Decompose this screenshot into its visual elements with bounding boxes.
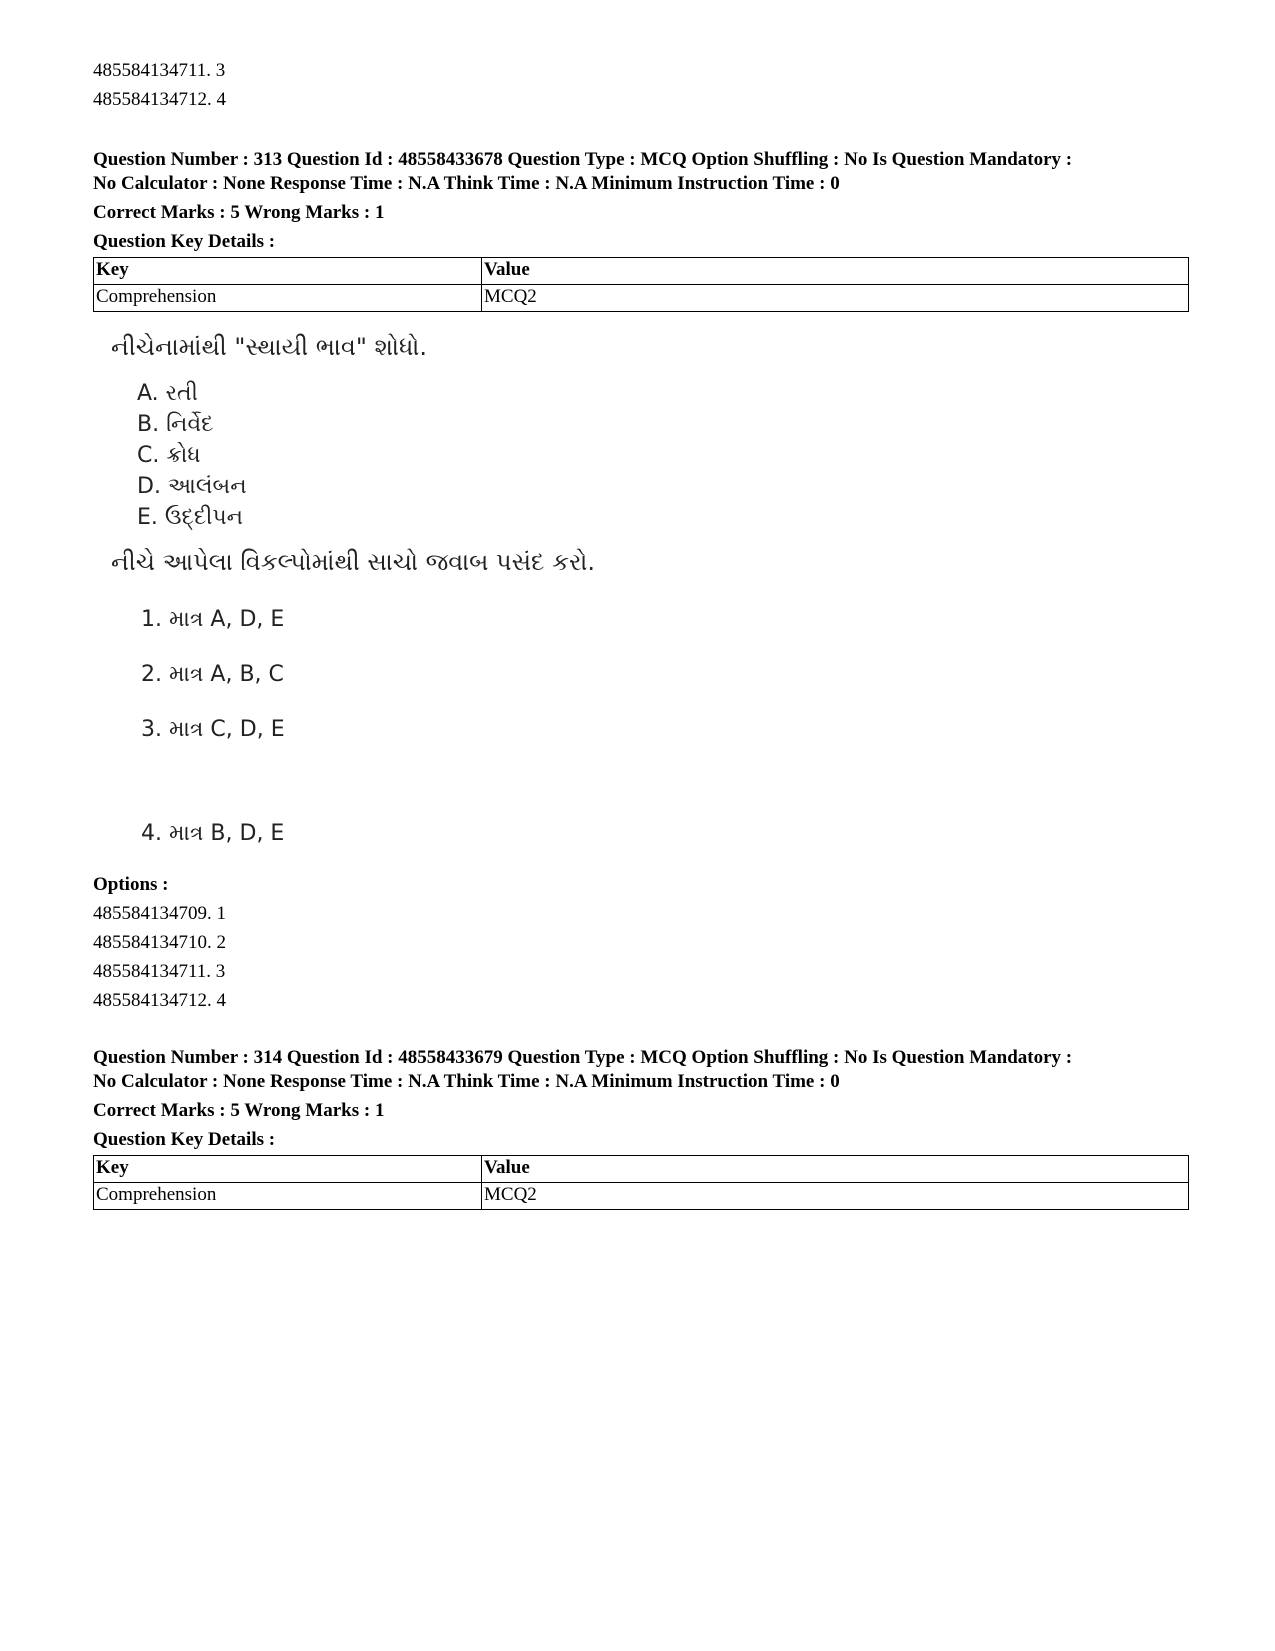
table-header-value: Value	[482, 258, 1189, 285]
option-line: 485584134712. 4	[93, 89, 226, 110]
prev-options	[93, 56, 226, 114]
question-header-line2: No Calculator : None Response Time : N.A Think Time : N.A Minimum Instruction Time : 0	[93, 173, 840, 194]
choice-item: 4. માત્ર B, D, E	[141, 821, 285, 846]
marks-line: Correct Marks : 5 Wrong Marks : 1	[93, 202, 385, 223]
option-line: 485584134711. 3	[93, 961, 226, 982]
table-header-key: Key	[94, 258, 482, 285]
question-instruction: નીચે આપેલા વિકલ્પોમાંથી સાચો જવાબ પસંદ કરો.	[111, 548, 596, 576]
key-details-label: Question Key Details :	[93, 1129, 276, 1150]
statement-item: C. ક્રોધ	[137, 443, 201, 468]
table-row	[94, 1183, 1189, 1210]
choice-item: 2. માત્ર A, B, C	[141, 662, 284, 687]
choice-item: 3. માત્ર C, D, E	[141, 717, 285, 742]
option-line: 485584134712. 4	[93, 990, 226, 1011]
option-line: 485584134709. 1	[93, 903, 226, 924]
table-cell-value: MCQ2	[482, 285, 1189, 312]
table-row	[94, 285, 1189, 312]
choice-item: 1. માત્ર A, D, E	[141, 607, 285, 632]
table-cell-value: MCQ2	[482, 1183, 1189, 1210]
key-details-label: Question Key Details :	[93, 231, 276, 252]
statement-item: D. આલંબન	[137, 474, 247, 499]
table-header-value: Value	[482, 1156, 1189, 1183]
question-stem: નીચેનામાંથી "સ્થાયી ભાવ" શોધો.	[111, 333, 428, 361]
option-line: 485584134711. 3	[93, 60, 226, 81]
option-line: 485584134710. 2	[93, 932, 226, 953]
question-header-line2: No Calculator : None Response Time : N.A Think Time : N.A Minimum Instruction Time : 0	[93, 1071, 840, 1092]
options-label: Options :	[93, 874, 169, 895]
question-image	[111, 330, 1189, 849]
table-cell-key: Comprehension	[94, 285, 482, 312]
table-header-row	[94, 258, 1189, 285]
question-header-line1: Question Number : 314 Question Id : 48558433679 Question Type : MCQ Option Shuffling : No Is Question Mandatory :	[93, 1047, 1073, 1068]
options-block	[93, 870, 226, 1015]
table-header-row	[94, 1156, 1189, 1183]
marks-line: Correct Marks : 5 Wrong Marks : 1	[93, 1100, 385, 1121]
question-314	[93, 1046, 1189, 1210]
statement-item: A. રતી	[137, 381, 198, 406]
statement-item: B. નિર્વેદ	[137, 412, 214, 437]
key-details-table	[93, 257, 1189, 312]
table-header-key: Key	[94, 1156, 482, 1183]
key-details-table	[93, 1155, 1189, 1210]
question-header-line1: Question Number : 313 Question Id : 48558433678 Question Type : MCQ Option Shuffling : No Is Question Mandatory :	[93, 149, 1073, 170]
statement-item: E. ઉદ્દીપન	[137, 505, 244, 530]
question-313	[93, 148, 1189, 849]
table-cell-key: Comprehension	[94, 1183, 482, 1210]
